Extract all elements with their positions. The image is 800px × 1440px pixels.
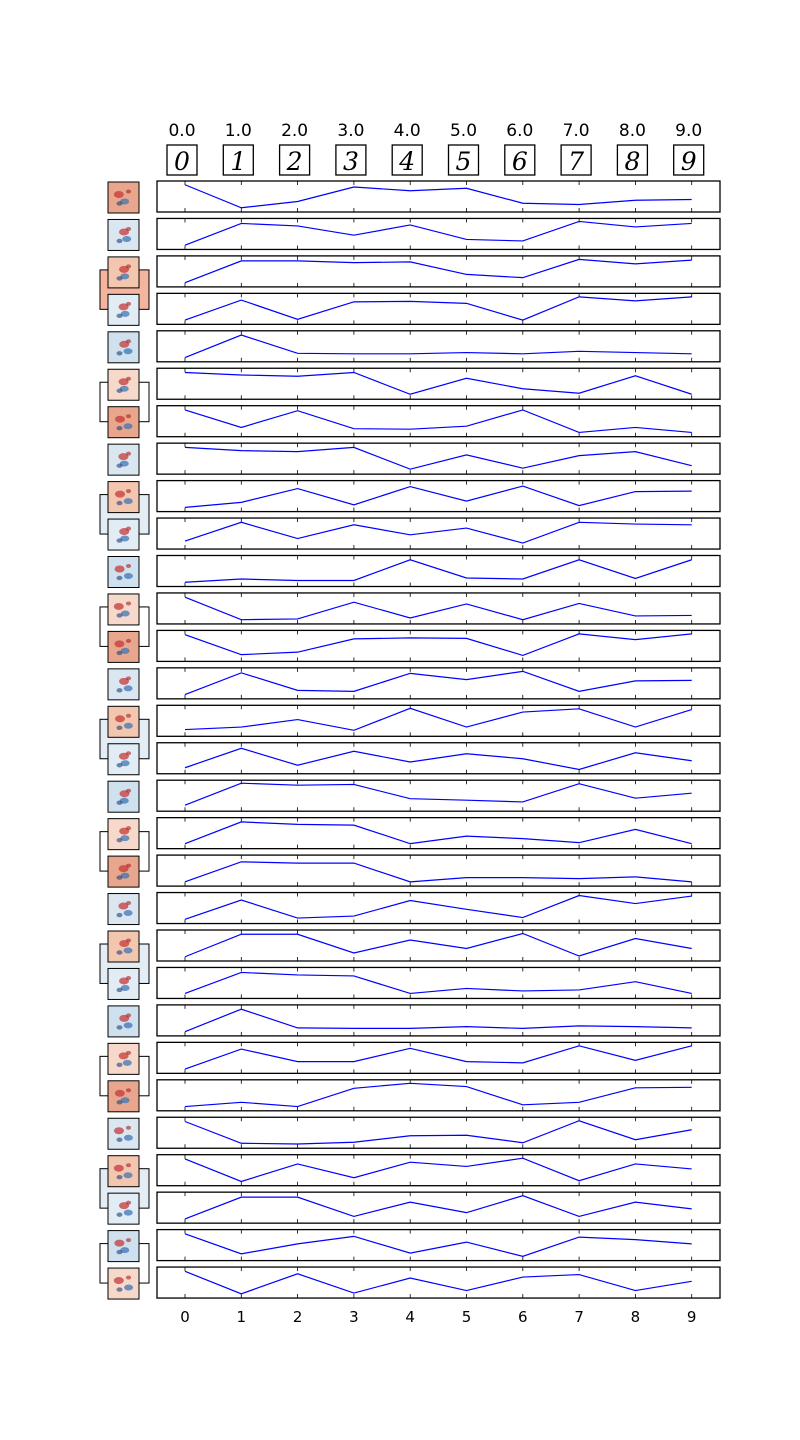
filter-thumbnail	[108, 1043, 139, 1074]
top-label: 5.0	[449, 121, 478, 141]
digit-sample-glyph: 3	[342, 147, 359, 176]
line-panel	[157, 1230, 720, 1261]
line-panel	[157, 893, 720, 924]
filter-thumbnail	[108, 1118, 139, 1149]
x-tick-label: 3	[349, 1308, 359, 1327]
line-panel	[157, 967, 720, 998]
line-panel	[157, 218, 720, 249]
x-tick-label: 7	[574, 1308, 584, 1327]
digit-sample-glyph: 4	[399, 147, 416, 176]
filter-thumbnail	[108, 631, 139, 662]
line-panel	[157, 630, 720, 661]
line-panel	[157, 1005, 720, 1036]
panel-frame	[157, 630, 720, 661]
digit-sample-glyph: 2	[286, 147, 303, 176]
line-panel	[157, 518, 720, 549]
x-tick-label: 9	[686, 1308, 697, 1327]
line-panel	[157, 406, 720, 437]
line-panel	[157, 181, 720, 212]
filter-thumbnail	[108, 706, 139, 737]
digit-sample-glyph: 8	[624, 147, 641, 176]
x-tick-label: 1	[236, 1308, 247, 1327]
filter-thumbnail	[108, 594, 139, 625]
filter-thumbnail	[108, 1006, 139, 1037]
filter-thumbnail	[108, 894, 139, 925]
panel-frame	[157, 368, 720, 399]
filter-thumbnail	[108, 968, 139, 999]
top-label: 8.0	[618, 121, 646, 141]
digit-sample-group	[167, 145, 704, 176]
line-panel	[157, 705, 720, 736]
top-label: 1.0	[224, 121, 252, 141]
filter-thumbnail	[108, 519, 139, 550]
digit-sample-glyph: 6	[511, 147, 528, 176]
filter-thumbnail	[108, 931, 139, 962]
filter-thumbnail	[108, 744, 139, 775]
filter-thumbnail	[108, 444, 139, 475]
filter-thumbnail	[108, 1156, 139, 1187]
line-panel	[157, 1117, 720, 1148]
filter-thumbnail	[108, 407, 139, 438]
line-panel	[157, 1042, 720, 1073]
line-panel	[157, 368, 720, 399]
line-panel	[157, 443, 720, 474]
filter-thumbnail	[108, 1268, 139, 1299]
filter-thumbnail	[108, 482, 139, 513]
filter-thumbnail	[108, 669, 139, 700]
line-panel	[157, 818, 720, 849]
line-panel	[157, 481, 720, 512]
line-panel	[157, 780, 720, 811]
top-label: 9.0	[675, 121, 703, 141]
x-tick-label: 2	[292, 1308, 303, 1327]
digit-sample-glyph: 1	[230, 147, 247, 176]
panel-frame	[157, 481, 720, 512]
filter-thumbnail	[108, 369, 139, 400]
line-panel	[157, 1155, 720, 1186]
panel-frame	[157, 855, 720, 886]
digit-sample-glyph: 7	[568, 147, 585, 176]
line-panel	[157, 1080, 720, 1111]
top-label: 0.0	[168, 121, 196, 141]
filter-thumbnail	[108, 856, 139, 887]
top-label: 7.0	[562, 121, 590, 141]
filter-thumbnail	[108, 781, 139, 812]
top-label: 3.0	[337, 121, 365, 141]
digit-sample-glyph: 9	[680, 147, 697, 176]
x-tick-label: 0	[180, 1308, 190, 1327]
digit-sample-glyph: 5	[455, 147, 472, 176]
top-label: 4.0	[393, 121, 421, 141]
filter-thumbnail	[108, 1231, 139, 1262]
line-panel	[157, 293, 720, 324]
panel-frame	[157, 406, 720, 437]
top-label: 6.0	[506, 121, 534, 141]
line-panel	[157, 331, 720, 362]
panel-frame	[157, 293, 720, 324]
line-panel	[157, 930, 720, 961]
panel-frame	[157, 705, 720, 736]
filter-thumbnail	[108, 257, 139, 288]
line-panel	[157, 593, 720, 624]
panel-frame	[157, 443, 720, 474]
x-tick-label-group	[180, 1308, 696, 1326]
top-label-group	[168, 121, 702, 141]
line-panel	[157, 1267, 720, 1298]
x-tick-label: 4	[405, 1308, 415, 1327]
filter-thumbnail	[108, 332, 139, 363]
line-panel	[157, 855, 720, 886]
panel-frame	[157, 1042, 720, 1073]
x-tick-label: 8	[630, 1308, 641, 1327]
line-panel	[157, 256, 720, 287]
digit-sample-glyph: 0	[174, 147, 190, 176]
line-panel	[157, 556, 720, 587]
panel-frame	[157, 780, 720, 811]
panel-frame	[157, 893, 720, 924]
line-panel	[157, 743, 720, 774]
filter-thumbnail	[108, 819, 139, 850]
top-label: 2.0	[281, 121, 309, 141]
filter-thumbnail	[108, 1193, 139, 1224]
filter-thumbnail	[108, 557, 139, 588]
panel-frame	[157, 556, 720, 587]
filter-thumbnail	[108, 294, 139, 325]
filter-thumbnail	[108, 1081, 139, 1112]
line-panel	[157, 668, 720, 699]
filter-thumbnail	[108, 219, 139, 250]
panel-frame	[157, 1230, 720, 1261]
x-tick-label: 5	[461, 1308, 472, 1327]
x-tick-label: 6	[518, 1308, 528, 1327]
line-panel	[157, 1192, 720, 1223]
line-panel-group	[157, 181, 720, 1298]
filter-thumbnail	[108, 182, 139, 213]
